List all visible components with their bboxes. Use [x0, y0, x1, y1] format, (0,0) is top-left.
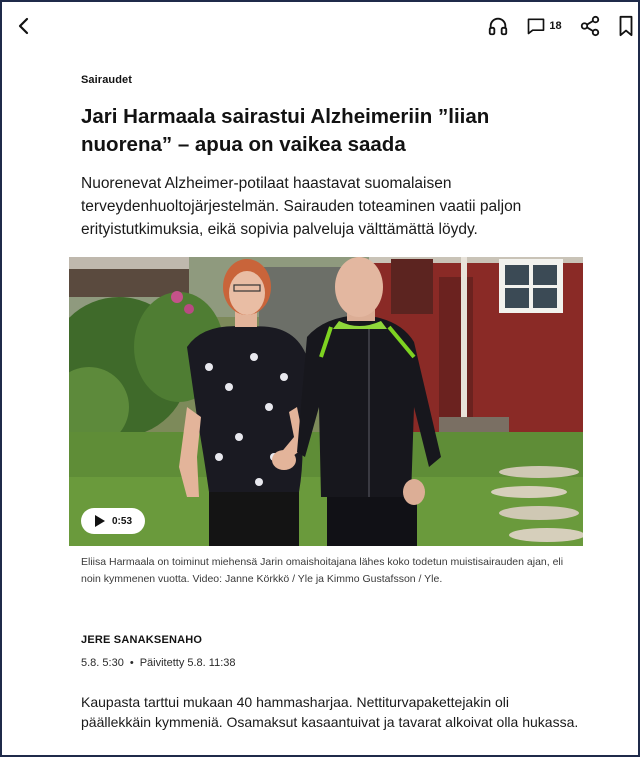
share-icon	[579, 15, 601, 37]
top-toolbar	[2, 2, 638, 50]
bookmark-icon	[617, 15, 635, 37]
bookmark-button[interactable]	[616, 14, 636, 38]
comment-icon	[526, 16, 546, 36]
author-name[interactable]: JERE SANAKSENAHO	[81, 634, 203, 646]
video-still-image	[69, 257, 583, 546]
updated-time: Päivitetty 5.8. 11:38	[139, 657, 236, 669]
play-icon	[94, 514, 106, 528]
listen-button[interactable]	[486, 14, 510, 38]
back-button[interactable]	[12, 14, 36, 38]
published-time: 5.8. 5:30	[81, 657, 124, 669]
comments-button[interactable]	[524, 14, 564, 38]
video-duration: 0:53	[111, 515, 132, 527]
play-video-button[interactable]	[81, 508, 145, 534]
back-arrow-icon	[12, 14, 36, 38]
image-caption: Eliisa Harmaala on toiminut miehensä Jarin omaishoitajana lähes koko todetun muistisairauden ajan, eli noin kymmenen vuotta. Video: Janne Körkkö / Yle ja Kimmo Gustafsson / Yle.	[81, 556, 564, 585]
article-headline: Jari Harmaala sairastui Alzheimeriin ”liian nuorena” – apua on vaikea saada	[81, 105, 490, 156]
share-button[interactable]	[578, 14, 602, 38]
publish-meta	[81, 657, 236, 669]
article-video[interactable]	[69, 257, 583, 546]
article-lead: Nuorenevat Alzheimer-potilaat haastavat suomalaisen terveydenhuoltojärjestelmän. Sairauden toteaminen vaatii paljon erityistutkimuksia, eikä sopivia palveluja välttämättä löydy.	[81, 175, 522, 238]
article-body-paragraph: Kaupasta tarttui mukaan 40 hammasharjaa. Nettiturvapakettejakin oli päällekkäin kymmeniä. Osamaksut kasaantuivat ja tavarat alkoivat olla hukassa.	[81, 694, 579, 730]
headphones-icon	[487, 15, 509, 37]
meta-separator: •	[129, 657, 134, 669]
category-label[interactable]: Sairaudet	[81, 74, 133, 86]
comment-count: 18	[549, 20, 562, 32]
